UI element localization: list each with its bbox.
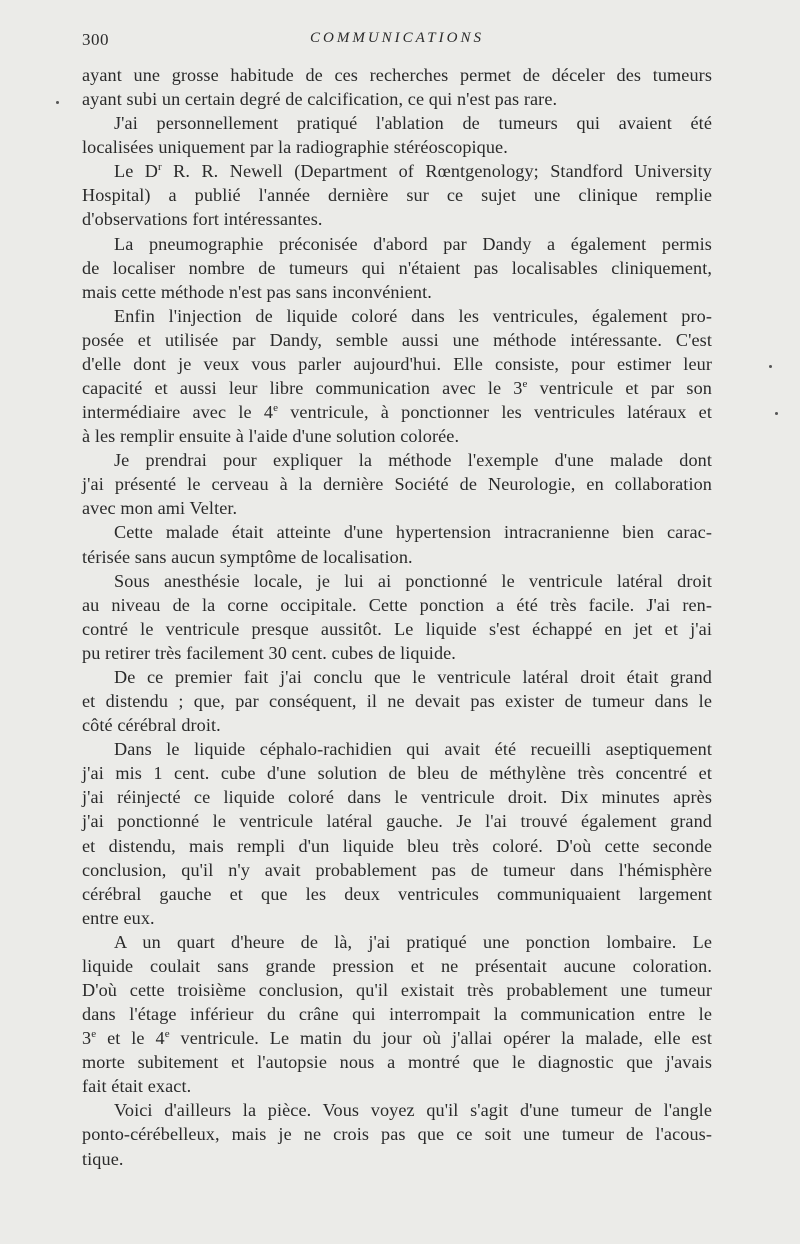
- paragraph: [82, 569, 712, 665]
- text-line: au niveau de la corne occipitale. Cette ponction a été très facile. J'ai ren-: [82, 594, 712, 615]
- text-line: j'ai réinjecté ce liquide coloré dans le ventricule droit. Dix minutes après: [82, 787, 712, 808]
- body-text: [82, 63, 712, 1171]
- text-line: Je prendrai pour expliquer la méthode l'exemple d'une malade dont: [114, 450, 712, 471]
- text-line: de localiser nombre de tumeurs qui n'étaient pas localisables cliniquement,: [82, 257, 712, 278]
- text-line: conclusion, qu'il n'y avait probablement pas de tumeur dans l'hémisphère: [82, 859, 712, 880]
- paragraph: [82, 1098, 712, 1170]
- text-line: Hospital) a publié l'année dernière sur ce sujet une clinique remplie: [82, 185, 712, 206]
- text-line: Cette malade était atteinte d'une hypertension intracranienne bien carac-: [114, 522, 712, 543]
- paragraph: [82, 737, 712, 930]
- paragraph: [82, 111, 712, 159]
- paragraph: [82, 448, 712, 520]
- print-speck: [56, 101, 59, 104]
- text-line: entre eux.: [82, 907, 155, 928]
- text-line: et distendu, mais rempli d'un liquide bleu très coloré. D'où cette seconde: [82, 835, 712, 856]
- text-line: fait était exact.: [82, 1076, 192, 1097]
- text-line: pu retirer très facilement 30 cent. cubes de liquide.: [82, 642, 456, 663]
- text-line: De ce premier fait j'ai conclu que le ventricule latéral droit était grand: [114, 666, 712, 687]
- text-line: intermédiaire avec le 4e ventricule, à ponctionner les ventricules latéraux et: [82, 402, 712, 423]
- text-line: à les remplir ensuite à l'aide d'une solution colorée.: [82, 426, 460, 447]
- text-line: La pneumographie préconisée d'abord par Dandy a également permis: [114, 233, 712, 254]
- text-line: liquide coulait sans grande pression et ne présentait aucune coloration.: [82, 955, 712, 976]
- paragraph: [82, 232, 712, 304]
- text-line: cérébral gauche et que les deux ventricules communiquaient largement: [82, 883, 712, 904]
- text-line: ayant une grosse habitude de ces recherches permet de déceler des tumeurs: [82, 65, 712, 85]
- text-line: d'observations fort intéressantes.: [82, 209, 323, 230]
- text-line: tique.: [82, 1148, 124, 1169]
- paragraph: [82, 159, 712, 231]
- text-line: mais cette méthode n'est pas sans inconvénient.: [82, 281, 432, 302]
- paragraph: [82, 665, 712, 737]
- text-line: J'ai personnellement pratiqué l'ablation de tumeurs qui avaient été: [114, 113, 712, 134]
- text-line: térisée sans aucun symptôme de localisation.: [82, 546, 413, 567]
- paragraph: [82, 520, 712, 568]
- page-header: [82, 30, 712, 54]
- print-speck: [775, 412, 778, 415]
- paragraph: [82, 930, 712, 1099]
- text-line: d'elle dont je veux vous parler aujourd'hui. Elle consiste, pour estimer leur: [82, 353, 712, 374]
- paragraph: [82, 63, 712, 111]
- text-line: avec mon ami Velter.: [82, 498, 238, 519]
- text-line: capacité et aussi leur libre communication avec le 3e ventricule et par son: [82, 377, 712, 399]
- text-line: ayant subi un certain degré de calcification, ce qui n'est pas rare.: [82, 89, 558, 110]
- text-line: contré le ventricule presque aussitôt. Le liquide s'est échappé en jet et j'ai: [82, 618, 712, 639]
- text-line: Voici d'ailleurs la pièce. Vous voyez qu'il s'agit d'une tumeur de l'angle: [114, 1100, 712, 1121]
- text-line: A un quart d'heure de là, j'ai pratiqué une ponction lombaire. Le: [114, 931, 712, 952]
- text-line: dans l'étage inférieur du crâne qui interrompait la communication entre le: [82, 1004, 712, 1025]
- text-line: Dans le liquide céphalo-rachidien qui avait été recueilli aseptiquement: [114, 739, 712, 760]
- text-line: morte subitement et l'autopsie nous a montré que le diagnostic que j'avais: [82, 1052, 712, 1073]
- paragraph: [82, 304, 712, 448]
- text-line: ponto-cérébelleux, mais je ne crois pas que ce soit une tumeur de l'acous-: [82, 1124, 712, 1145]
- text-line: localisées uniquement par la radiographie stéréoscopique.: [82, 137, 508, 158]
- text-line: Sous anesthésie locale, je lui ai ponctionné le ventricule latéral droit: [114, 570, 712, 591]
- text-line: D'où cette troisième conclusion, qu'il existait très probablement une tumeur: [82, 979, 712, 1000]
- text-line: et distendu ; que, par conséquent, il ne devait pas exister de tumeur dans le: [82, 691, 712, 712]
- text-line: Le $D^r$ R. R. Newell (Department of Rœntgenology; Standford University: [114, 161, 712, 182]
- text-line: Enfin l'injection de liquide coloré dans les ventricules, également pro-: [114, 305, 712, 326]
- page-number: 300: [82, 30, 109, 49]
- text-line: 3e et le 4e ventricule. Le matin du jour où j'allai opérer la malade, elle est: [82, 1028, 712, 1049]
- text-line: posée et utilisée par Dandy, semble aussi une méthode intéressante. C'est: [82, 329, 712, 350]
- print-speck: [769, 365, 772, 368]
- text-line: j'ai présenté le cerveau à la dernière Société de Neurologie, en collaboration: [82, 474, 712, 495]
- text-line: j'ai mis 1 cent. cube d'une solution de bleu de méthylène très concentré et: [82, 763, 712, 784]
- running-head: COMMUNICATIONS: [310, 30, 484, 46]
- text-line: côté cérébral droit.: [82, 715, 221, 736]
- text-line: j'ai ponctionné le ventricule latéral gauche. Je l'ai trouvé également grand: [82, 811, 712, 832]
